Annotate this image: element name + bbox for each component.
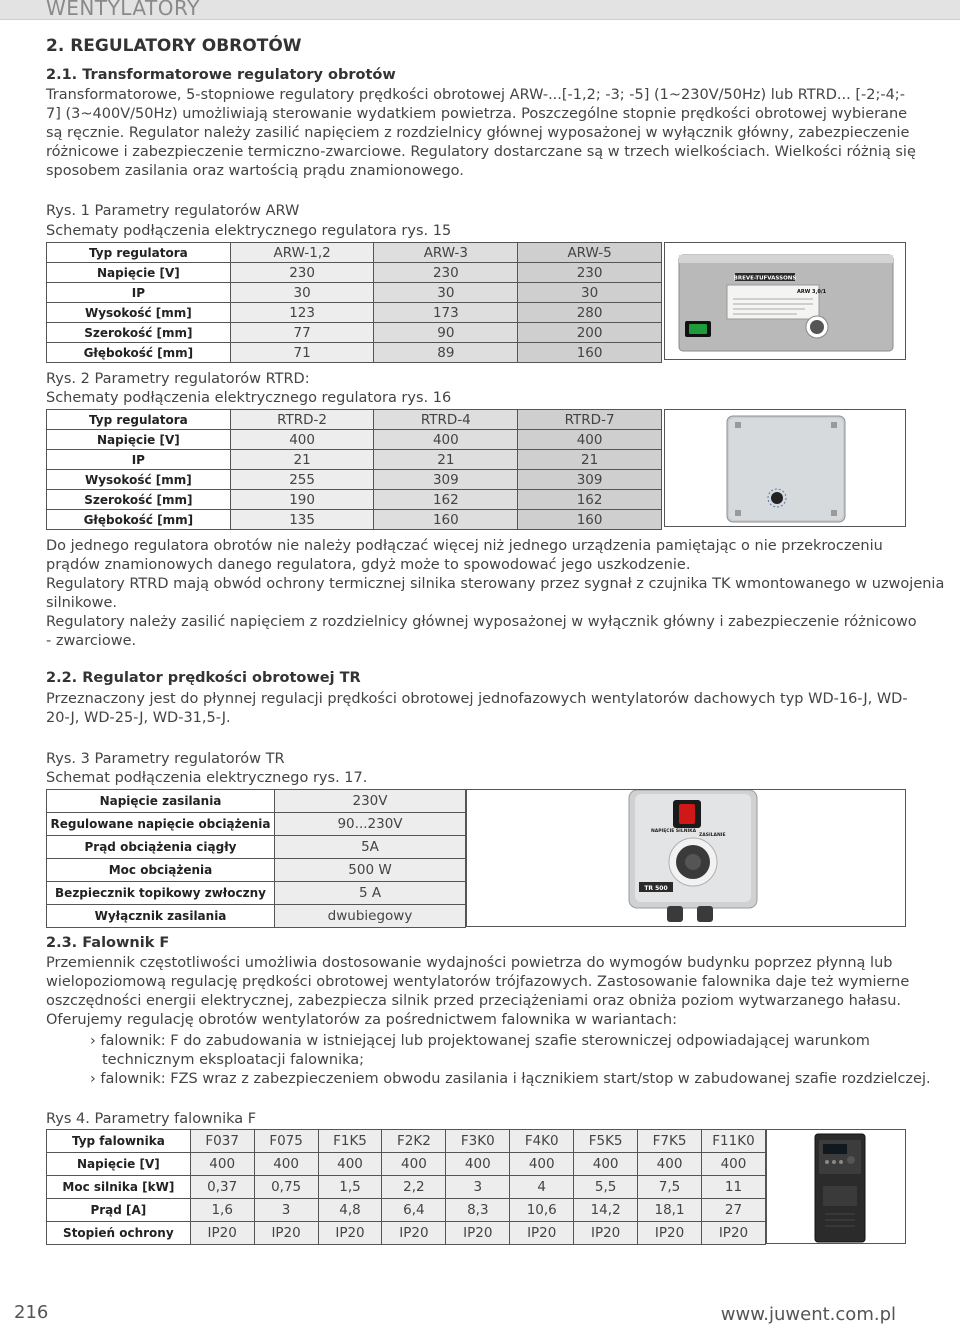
heading-2-1: 2.1. Transformatorowe regulatory obrotów	[46, 67, 396, 83]
table-cell: 27	[701, 1199, 765, 1222]
table-cell: 230	[518, 263, 662, 283]
cable-gland-icon	[667, 906, 683, 922]
arw-product-image	[664, 242, 906, 360]
text-line: prądów znamionowych danego regulatora, gdyż może to spowodować jego uszkodzenie.	[46, 557, 691, 573]
table-cell: 400	[701, 1153, 765, 1176]
figure-caption: Schematy podłączenia elektrycznego regulatora rys. 16	[46, 390, 452, 406]
table-cell: 160	[518, 510, 662, 530]
row-label: Napięcie [V]	[47, 263, 231, 283]
table-cell: 230	[230, 263, 374, 283]
right-panel-label: ZASILANIE	[699, 833, 726, 838]
table-cell: 30	[374, 283, 518, 303]
table-cell: IP20	[701, 1222, 765, 1245]
falownik-paragraph	[46, 954, 914, 1030]
table-cell: F1K5	[318, 1130, 382, 1153]
table-row	[47, 343, 662, 363]
table-cell: 6,4	[382, 1199, 446, 1222]
table-row	[47, 283, 662, 303]
table-cell: 89	[374, 343, 518, 363]
rtrd-product-image	[664, 409, 906, 527]
cable-gland-icon	[697, 906, 713, 922]
website-url: www.juwent.com.pl	[720, 1304, 896, 1325]
table-cell: IP20	[254, 1222, 318, 1245]
table-cell: F3K0	[446, 1130, 510, 1153]
table-row	[47, 450, 662, 470]
table-cell: 400	[254, 1153, 318, 1176]
arw-device-illustration	[665, 243, 906, 360]
table-cell: 400	[190, 1153, 254, 1176]
rtrd-device-illustration	[665, 410, 906, 527]
list-item-continuation: technicznym eksploatacji falownika;	[102, 1052, 365, 1068]
list-item: › falownik: F do zabudowania w istniejącej lub projektowanej szafie sterowniczej odpowiadającej warunkom	[90, 1033, 870, 1049]
text-line: wielopoziomową regulację prędkości obrotowej wentylatorów trójfazowych. Zastosowanie falownika daje też wymierne	[46, 974, 910, 990]
row-label: Typ regulatora	[47, 410, 231, 430]
table-row	[47, 836, 466, 859]
table-cell: 400	[510, 1153, 574, 1176]
list-item: › falownik: FZS wraz z zabezpieczeniem obwodu zasilania i łącznikiem start/stop w zabudowanej szafie rozdzielczej.	[90, 1071, 931, 1087]
text-line: silnikowe.	[46, 595, 117, 611]
row-label: Szerokość [mm]	[47, 490, 231, 510]
table-row	[47, 1130, 766, 1153]
table-cell: 11	[701, 1176, 765, 1199]
speed-knob-icon	[771, 492, 783, 504]
table-cell: F2K2	[382, 1130, 446, 1153]
table-cell: 400	[518, 430, 662, 450]
table-cell: dwubiegowy	[275, 905, 466, 928]
left-panel-label: NAPIĘCIE SILNIKA	[651, 829, 697, 834]
row-label: Typ falownika	[47, 1130, 191, 1153]
table-row	[47, 905, 466, 928]
table-cell: 160	[518, 343, 662, 363]
table-cell: 30	[518, 283, 662, 303]
text-line: 20-J, WD-25-J, WD-31,5-J.	[46, 710, 231, 726]
inverter-device-illustration	[767, 1130, 906, 1244]
text-line: 7] (3~400V/50Hz) umożliwiają sterowanie wydatkiem powietrza. Poszczególne stopnie prędkości obrotowej wybierane	[46, 106, 908, 122]
table-row	[47, 1176, 766, 1199]
table-cell: 500 W	[275, 859, 466, 882]
table-cell: 77	[230, 323, 374, 343]
table-row	[47, 882, 466, 905]
figure-caption: Rys 4. Parametry falownika F	[46, 1111, 257, 1127]
table-cell: 14,2	[574, 1199, 638, 1222]
table-cell: 123	[230, 303, 374, 323]
text-line: są ręcznie. Regulator należy zasilić napięciem z rozdzielnicy głównej wyposażonej w wyłącznik główny, zabezpieczenie	[46, 125, 910, 141]
table-cell: 7,5	[638, 1176, 702, 1199]
table-cell: 5 A	[275, 882, 466, 905]
table-cell: 10,6	[510, 1199, 574, 1222]
figure-caption: Schematy podłączenia elektrycznego regulatora rys. 15	[46, 223, 452, 239]
table-row	[47, 1153, 766, 1176]
row-label: Prąd [A]	[47, 1199, 191, 1222]
table-cell: 3	[254, 1199, 318, 1222]
table-cell: 90	[374, 323, 518, 343]
table-cell: 400	[318, 1153, 382, 1176]
text-line: Do jednego regulatora obrotów nie należy podłączać więcej niż jednego urządzenia pamiętając o nie przekroczeniu	[46, 538, 883, 554]
row-label: Wyłącznik zasilania	[47, 905, 275, 928]
table-cell: 162	[518, 490, 662, 510]
table-cell: 1,6	[190, 1199, 254, 1222]
table-cell: 255	[230, 470, 374, 490]
table-row	[47, 323, 662, 343]
table-row	[47, 263, 662, 283]
table-row	[47, 243, 662, 263]
tr-paragraph	[46, 690, 914, 728]
variant-list	[90, 1032, 931, 1089]
table-cell: 400	[382, 1153, 446, 1176]
table-cell: F075	[254, 1130, 318, 1153]
table-cell: 2,2	[382, 1176, 446, 1199]
table-cell: IP20	[574, 1222, 638, 1245]
table-row	[47, 430, 662, 450]
table-cell: 162	[374, 490, 518, 510]
figure-caption: Schemat podłączenia elektrycznego rys. 17.	[46, 770, 368, 786]
table-cell: 190	[230, 490, 374, 510]
heading-2-2: 2.2. Regulator prędkości obrotowej TR	[46, 670, 361, 686]
table-cell: RTRD-4	[374, 410, 518, 430]
text-line: Regulatory należy zasilić napięciem z rozdzielnicy głównej wyposażonej w wyłącznik główny i zabezpieczenie różnicowo	[46, 614, 917, 630]
row-label: Napięcie zasilania	[47, 790, 275, 813]
table-cell: 230	[374, 263, 518, 283]
text-line: Oferujemy regulację obrotów wentylatorów za pośrednictwem falownika w wariantach:	[46, 1012, 677, 1028]
row-label: Wysokość [mm]	[47, 303, 231, 323]
row-label: Prąd obciążenia ciągły	[47, 836, 275, 859]
table-row	[47, 1222, 766, 1245]
table-cell: F4K0	[510, 1130, 574, 1153]
speed-knob-icon	[810, 320, 824, 334]
heading-2-3: 2.3. Falownik F	[46, 935, 170, 951]
table-cell: 21	[374, 450, 518, 470]
notes-paragraph	[46, 537, 945, 651]
row-label: Moc obciążenia	[47, 859, 275, 882]
table-cell: 4	[510, 1176, 574, 1199]
intro-paragraph	[46, 86, 914, 181]
table-cell: 21	[518, 450, 662, 470]
header-bar	[0, 0, 960, 20]
arw-table	[46, 242, 662, 363]
row-label: Szerokość [mm]	[47, 323, 231, 343]
table-cell: 8,3	[446, 1199, 510, 1222]
table-cell: IP20	[318, 1222, 382, 1245]
brand-label: BREVE-TUFVASSONS	[733, 275, 797, 282]
table-row	[47, 1199, 766, 1222]
figure-caption: Rys. 1 Parametry regulatorów ARW	[46, 203, 300, 219]
text-line: Przemiennik częstotliwości umożliwia dostosowanie wydajności powietrza do wymogów budynku poprzez płynną lub	[46, 955, 893, 971]
row-label: Bezpiecznik topikowy zwłoczny	[47, 882, 275, 905]
table-cell: 5,5	[574, 1176, 638, 1199]
figure-caption: Rys. 3 Parametry regulatorów TR	[46, 751, 285, 767]
table-cell: IP20	[510, 1222, 574, 1245]
rtrd-table	[46, 409, 662, 530]
tr-device-illustration	[467, 790, 906, 927]
table-cell: IP20	[382, 1222, 446, 1245]
table-row	[47, 859, 466, 882]
table-cell: F037	[190, 1130, 254, 1153]
row-label: Napięcie [V]	[47, 1153, 191, 1176]
figure-caption: Rys. 2 Parametry regulatorów RTRD:	[46, 371, 310, 387]
table-cell: IP20	[638, 1222, 702, 1245]
text-line: Regulatory RTRD mają obwód ochrony termicznej silnika sterowany przez sygnał z czujnika TK wmontowanego w uzwojenia	[46, 576, 945, 592]
text-line: sposobem zasilania oraz wartością prądu znamionowego.	[46, 163, 464, 179]
table-cell: 135	[230, 510, 374, 530]
table-row	[47, 410, 662, 430]
table-cell: 21	[230, 450, 374, 470]
text-line: różnicowe i zabezpieczenie termiczno-zwarciowe. Regulatory dostarczane są w trzech wielkościach. Wielkości różnią się	[46, 144, 916, 160]
table-cell: 71	[230, 343, 374, 363]
falownik-table	[46, 1129, 766, 1245]
table-cell: 30	[230, 283, 374, 303]
table-cell: 400	[638, 1153, 702, 1176]
category-title: WENTYLATORY	[46, 0, 200, 20]
tr-product-image	[466, 789, 906, 927]
table-cell: F7K5	[638, 1130, 702, 1153]
table-row	[47, 470, 662, 490]
table-cell: F11K0	[701, 1130, 765, 1153]
table-row	[47, 490, 662, 510]
text-line: - zwarciowe.	[46, 633, 137, 649]
table-row	[47, 790, 466, 813]
tr-table	[46, 789, 466, 928]
table-cell: 400	[374, 430, 518, 450]
table-cell: F5K5	[574, 1130, 638, 1153]
row-label: IP	[47, 283, 231, 303]
row-label: Typ regulatora	[47, 243, 231, 263]
row-label: Stopień ochrony	[47, 1222, 191, 1245]
table-cell: 4,8	[318, 1199, 382, 1222]
text-line: Transformatorowe, 5-stopniowe regulatory prędkości obrotowej ARW-...[-1,2; -3; -5] (1~230V/50Hz) lub RTRD... [-2;-4;-	[46, 87, 905, 103]
row-label: Moc silnika [kW]	[47, 1176, 191, 1199]
row-label: Głębokość [mm]	[47, 343, 231, 363]
row-label: Wysokość [mm]	[47, 470, 231, 490]
model-label: TR 500	[644, 885, 668, 892]
table-cell: 0,37	[190, 1176, 254, 1199]
table-cell: 3	[446, 1176, 510, 1199]
table-row	[47, 510, 662, 530]
row-label: Regulowane napięcie obciążenia	[47, 813, 275, 836]
display-icon	[823, 1144, 847, 1154]
table-cell: 400	[446, 1153, 510, 1176]
table-cell: ARW-5	[518, 243, 662, 263]
table-row	[47, 813, 466, 836]
text-line: oszczędności energii elektrycznej, zabezpiecza silnik przed przeciążeniami oraz obniża poziom wytwarzanego hałasu.	[46, 993, 902, 1009]
row-label: Napięcie [V]	[47, 430, 231, 450]
table-cell: 0,75	[254, 1176, 318, 1199]
section-title: 2. REGULATORY OBROTÓW	[46, 36, 302, 56]
table-cell: IP20	[190, 1222, 254, 1245]
falownik-product-image	[766, 1129, 906, 1244]
table-cell: RTRD-7	[518, 410, 662, 430]
table-cell: 400	[230, 430, 374, 450]
table-cell: 230V	[275, 790, 466, 813]
text-line: Przeznaczony jest do płynnej regulacji prędkości obrotowej jednofazowych wentylatorów dachowych typ WD-16-J, WD-	[46, 691, 908, 707]
model-label: ARW 3,0/1	[797, 289, 827, 295]
table-cell: IP20	[446, 1222, 510, 1245]
table-cell: 200	[518, 323, 662, 343]
table-cell: ARW-3	[374, 243, 518, 263]
table-cell: 5A	[275, 836, 466, 859]
page-number: 216	[14, 1302, 49, 1323]
table-cell: 309	[518, 470, 662, 490]
table-cell: 90...230V	[275, 813, 466, 836]
table-cell: 1,5	[318, 1176, 382, 1199]
table-cell: RTRD-2	[230, 410, 374, 430]
row-label: Głębokość [mm]	[47, 510, 231, 530]
row-label: IP	[47, 450, 231, 470]
table-cell: 173	[374, 303, 518, 323]
table-cell: 309	[374, 470, 518, 490]
table-cell: 160	[374, 510, 518, 530]
table-cell: 400	[574, 1153, 638, 1176]
table-cell: 18,1	[638, 1199, 702, 1222]
table-cell: ARW-1,2	[230, 243, 374, 263]
table-row	[47, 303, 662, 323]
table-cell: 280	[518, 303, 662, 323]
